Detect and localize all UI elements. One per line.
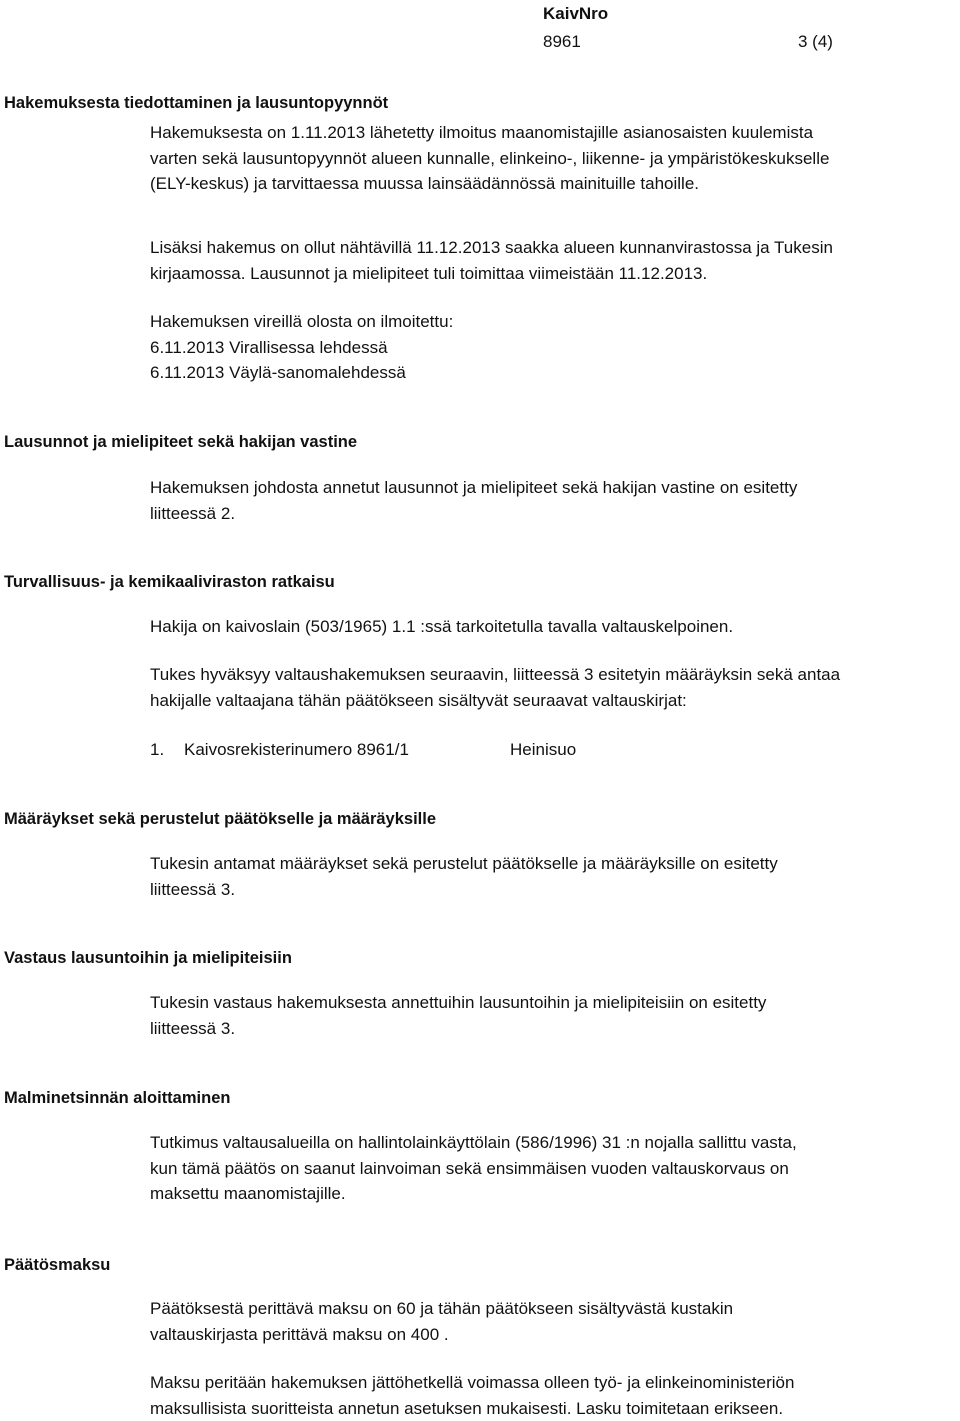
paragraph-nahtavilla xyxy=(150,235,940,286)
paragraph-vastaus xyxy=(150,990,940,1041)
claim-row xyxy=(150,737,576,762)
section-title-maaraykset: Määräykset sekä perustelut päätökselle ja määräyksille xyxy=(4,808,436,830)
text-line: 6.11.2013 Väylä-sanomalehdessä xyxy=(150,360,940,386)
text-line: liitteessä 3. xyxy=(150,877,940,903)
kaivnro-value: 8961 xyxy=(543,32,581,52)
text-line: Tukes hyväksyy valtaushakemuksen seuraavin, liitteessä 3 esitetyin määräyksin sekä antaa xyxy=(150,662,940,688)
text-line: Lisäksi hakemus on ollut nähtävillä 11.12.2013 saakka alueen kunnanvirastossa ja Tukesin xyxy=(150,235,940,261)
claim-name: Heinisuo xyxy=(510,740,576,759)
paragraph-lausunnot xyxy=(150,475,940,526)
claim-code: Kaivosrekisterinumero 8961/1 xyxy=(184,737,510,762)
text-line: kirjaamossa. Lausunnot ja mielipiteet tuli toimittaa viimeistään 11.12.2013. xyxy=(150,261,940,287)
paragraph-vireilla xyxy=(150,309,940,386)
text-line: maksettu maanomistajille. xyxy=(150,1181,940,1207)
paragraph-hyvaksyy xyxy=(150,662,940,713)
page-number: 3 (4) xyxy=(798,32,833,52)
text-line: Tutkimus valtausalueilla on hallintolainkäyttölain (586/1996) 31 :n nojalla sallittu vasta, xyxy=(150,1130,940,1156)
kaivnro-label: KaivNro xyxy=(543,4,608,24)
claim-number: 1. xyxy=(150,737,184,762)
section-title-paatosmaksu: Päätösmaksu xyxy=(4,1254,110,1276)
paragraph-valtauskelpoinen xyxy=(150,614,940,640)
text-line: 6.11.2013 Virallisessa lehdessä xyxy=(150,335,940,361)
section-title-lausunnot: Lausunnot ja mielipiteet sekä hakijan vastine xyxy=(4,431,357,453)
text-line: (ELY-keskus) ja tarvittaessa muussa lainsäädännössä mainituille tahoille. xyxy=(150,171,940,197)
text-line: Hakemuksesta on 1.11.2013 lähetetty ilmoitus maanomistajille asianosaisten kuulemista xyxy=(150,120,940,146)
text-line: Hakemuksen johdosta annetut lausunnot ja mielipiteet sekä hakijan vastine on esitetty xyxy=(150,475,940,501)
text-line: hakijalle valtaajana tähän päätökseen sisältyvät seuraavat valtauskirjat: xyxy=(150,688,940,714)
text-line: varten sekä lausuntopyynnöt alueen kunnalle, elinkeino-, liikenne- ja ympäristökeskukselle xyxy=(150,146,940,172)
text-line: Tukesin vastaus hakemuksesta annettuihin lausuntoihin ja mielipiteisiin on esitetty xyxy=(150,990,940,1016)
text-line: maksullisista suoritteista annetun asetuksen mukaisesti. Lasku toimitetaan erikseen. xyxy=(150,1396,940,1421)
text-line: Hakija on kaivoslain (503/1965) 1.1 :ssä tarkoitetulla tavalla valtauskelpoinen. xyxy=(150,614,940,640)
text-line: Tukesin antamat määräykset sekä perustelut päätökselle ja määräyksille on esitetty xyxy=(150,851,940,877)
text-line: valtauskirjasta perittävä maksu on 400 . xyxy=(150,1322,940,1348)
paragraph-malminetsinta xyxy=(150,1130,940,1207)
section-title-malminetsinta: Malminetsinnän aloittaminen xyxy=(4,1087,230,1109)
text-line: Maksu peritään hakemuksen jättöhetkellä voimassa olleen työ- ja elinkeinoministeriön xyxy=(150,1370,940,1396)
text-line: liitteessä 2. xyxy=(150,501,940,527)
text-line: kun tämä päätös on saanut lainvoiman sekä ensimmäisen vuoden valtauskorvaus on xyxy=(150,1156,940,1182)
paragraph-maksu-maara xyxy=(150,1296,940,1347)
document-header xyxy=(0,0,960,60)
section-title-ratkaisu: Turvallisuus- ja kemikaaliviraston ratkaisu xyxy=(4,571,335,593)
section-title-vastaus: Vastaus lausuntoihin ja mielipiteisiin xyxy=(4,947,292,969)
paragraph-tiedottaminen xyxy=(150,120,940,197)
text-line: Päätöksestä perittävä maksu on 60 ja tähän päätökseen sisältyvästä kustakin xyxy=(150,1296,940,1322)
text-line: liitteessä 3. xyxy=(150,1016,940,1042)
paragraph-maksu-peritaan xyxy=(150,1370,940,1421)
section-title-tiedottaminen: Hakemuksesta tiedottaminen ja lausuntopyynnöt xyxy=(4,92,388,114)
text-line: Hakemuksen vireillä olosta on ilmoitettu: xyxy=(150,309,940,335)
paragraph-maaraykset xyxy=(150,851,940,902)
